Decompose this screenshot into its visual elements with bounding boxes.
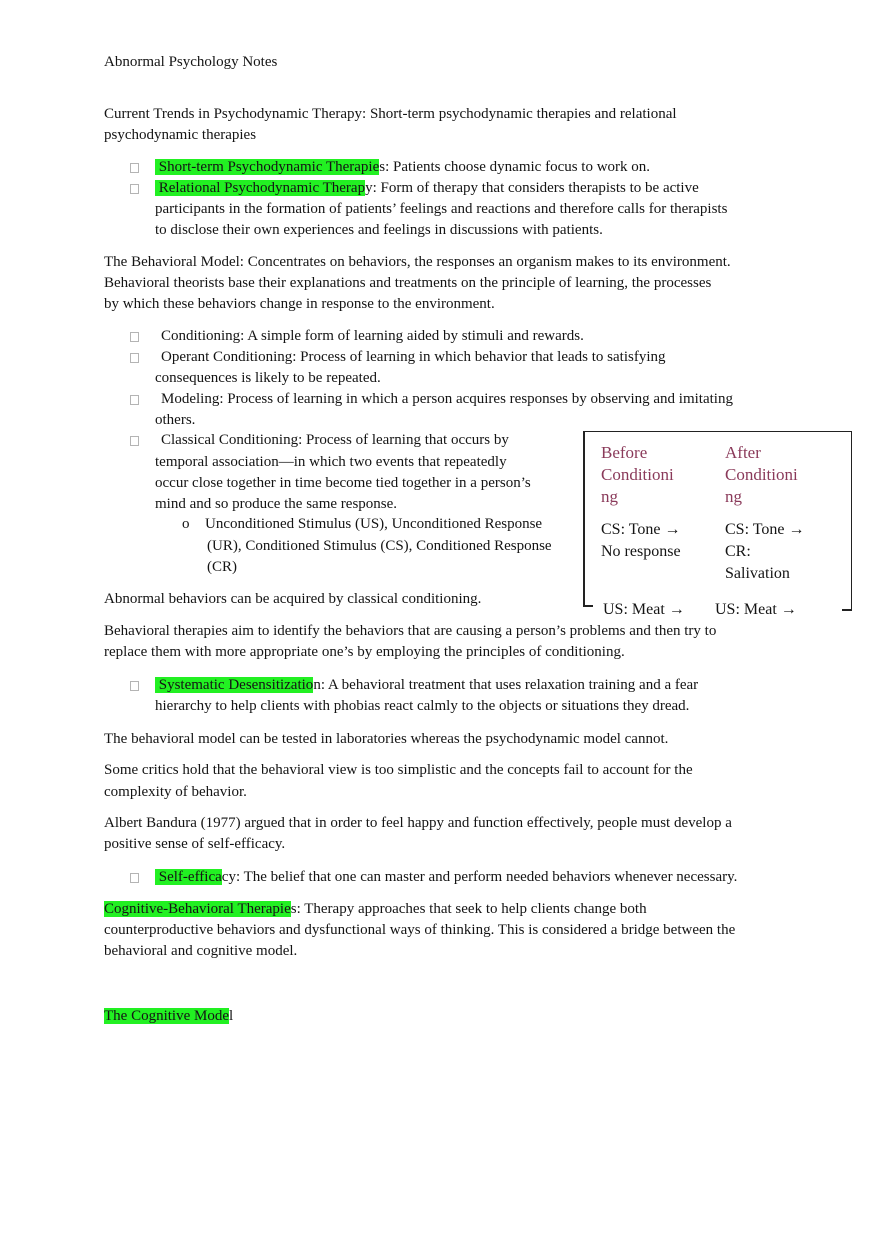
behavioral-p1-line3: by which these behaviors change in response to the environment.	[104, 296, 495, 312]
critics-line1: Some critics hold that the behavioral view is too simplistic and the concepts fail to account for the	[104, 762, 693, 778]
list-item-self-efficacy: Self-efficacy: The belief that one can master and perform needed behaviors whenever necessary.	[155, 867, 737, 888]
conditioning-table-corner	[842, 609, 852, 611]
table-heading-after: ng	[725, 487, 742, 506]
list-item-desensitization-line2: hierarchy to help clients with phobias react calmly to the objects or situations they dread.	[155, 698, 690, 714]
bullet-icon	[130, 873, 139, 883]
list-item-relational-line2: participants in the formation of patients’ feelings and reactions and therefore calls for therapists	[155, 201, 728, 217]
highlight-term: Systematic Desensitizatio	[155, 677, 313, 693]
list-item-classical-line4: mind and so produce the same response.	[155, 496, 398, 512]
psychodynamic-intro-line1: Current Trends in Psychodynamic Therapy: Short-term psychodynamic therapies and relational	[104, 106, 677, 122]
table-heading-after: After	[725, 443, 761, 462]
therapies-line2: replace them with more appropriate one’s by employing the principles of conditioning.	[104, 644, 625, 660]
psychodynamic-intro-line2: psychodynamic therapies	[104, 127, 257, 143]
table-heading-after: Conditioni	[725, 465, 798, 484]
bullet-icon	[130, 332, 139, 342]
highlight-term: The Cognitive Mode	[104, 1008, 229, 1024]
highlight-term: Short-term Psychodynamic Therapie	[155, 159, 379, 175]
conditioning-table-corner	[583, 605, 593, 607]
highlight-term: Cognitive-Behavioral Therapie	[104, 901, 291, 917]
bullet-icon	[130, 681, 139, 691]
list-item-conditioning: Conditioning: A simple form of learning aided by stimuli and rewards.	[161, 328, 584, 344]
list-item-modeling-line2: others.	[155, 412, 196, 428]
table-cell-before-us: US: Meat →	[601, 599, 687, 621]
list-item-classical-line2: temporal association—in which two events that repeatedly	[155, 454, 507, 470]
acquired-paragraph: Abnormal behaviors can be acquired by classical conditioning.	[104, 591, 482, 607]
bandura-line2: positive sense of self-efficacy.	[104, 836, 286, 852]
conditioning-table-left-border	[583, 431, 585, 606]
list-item-relational-line3: to disclose their own experiences and feelings in discussions with patients.	[155, 222, 603, 238]
list-item-operant-line2: consequences is likely to be repeated.	[155, 370, 381, 386]
page-header: Abnormal Psychology Notes	[104, 54, 278, 70]
critics-line2: complexity of behavior.	[104, 784, 247, 800]
therapies-line1: Behavioral therapies aim to identify the behaviors that are causing a person’s problems and then try to	[104, 623, 717, 639]
cbt-line1: Cognitive-Behavioral Therapies: Therapy approaches that seek to help clients change both	[104, 901, 647, 917]
bullet-icon	[130, 163, 139, 173]
table-cell-after-cs: CS: Tone →	[725, 521, 805, 538]
sub-bullet-marker: o	[182, 516, 190, 532]
list-item-classical: Classical Conditioning: Process of learning that occurs by	[161, 432, 509, 448]
list-item-short-term: Short-term Psychodynamic Therapies: Patients choose dynamic focus to work on.	[155, 157, 650, 178]
list-item-classical-line3: occur close together in time become tied together in a person’s	[155, 475, 531, 491]
table-cell-before-cs: No response	[601, 543, 681, 560]
bullet-icon	[130, 395, 139, 405]
cbt-line3: behavioral and cognitive model.	[104, 943, 298, 959]
cbt-line2: counterproductive behaviors and dysfunctional ways of thinking. This is considered a bridge between the	[104, 922, 736, 938]
cognitive-model-heading: The Cognitive Model	[104, 1008, 234, 1024]
list-item-modeling: Modeling: Process of learning in which a person acquires responses by observing and imitating	[161, 391, 733, 407]
bullet-icon	[130, 184, 139, 194]
table-cell-after-cs: Salivation	[725, 565, 790, 582]
bandura-line1: Albert Bandura (1977) argued that in order to feel happy and function effectively, people must develop a	[104, 815, 732, 831]
bullet-icon	[130, 353, 139, 363]
highlight-term: Relational Psychodynamic Therap	[155, 180, 365, 196]
table-cell-after-cs: CR:	[725, 543, 751, 560]
sub-item-line1: Unconditioned Stimulus (US), Unconditioned Response	[205, 516, 543, 532]
list-item-desensitization: Systematic Desensitization: A behavioral treatment that uses relaxation training and a fear	[155, 675, 698, 696]
table-cell-before-cs: CS: Tone →	[601, 521, 681, 538]
table-heading-before: ng	[601, 487, 618, 506]
list-item-relational: Relational Psychodynamic Therapy: Form of therapy that considers therapists to be active	[155, 178, 699, 199]
table-heading-before: Conditioni	[601, 465, 674, 484]
list-item-operant: Operant Conditioning: Process of learning in which behavior that leads to satisfying	[161, 349, 666, 365]
sub-item-line3: (CR)	[207, 559, 237, 575]
tested-paragraph: The behavioral model can be tested in laboratories whereas the psychodynamic model cannot.	[104, 731, 669, 747]
table-cell-after-us: US: Meat →	[713, 599, 799, 621]
bullet-icon	[130, 436, 139, 446]
behavioral-p1-line2: Behavioral theorists base their explanations and treatments on the principle of learning, the processes	[104, 275, 712, 291]
sub-item-line2: (UR), Conditioned Stimulus (CS), Conditioned Response	[207, 538, 552, 554]
behavioral-p1-line1: The Behavioral Model: Concentrates on behaviors, the responses an organism makes to its environment.	[104, 254, 731, 270]
highlight-term: Self-effica	[155, 869, 222, 885]
table-heading-before: Before	[601, 443, 648, 462]
